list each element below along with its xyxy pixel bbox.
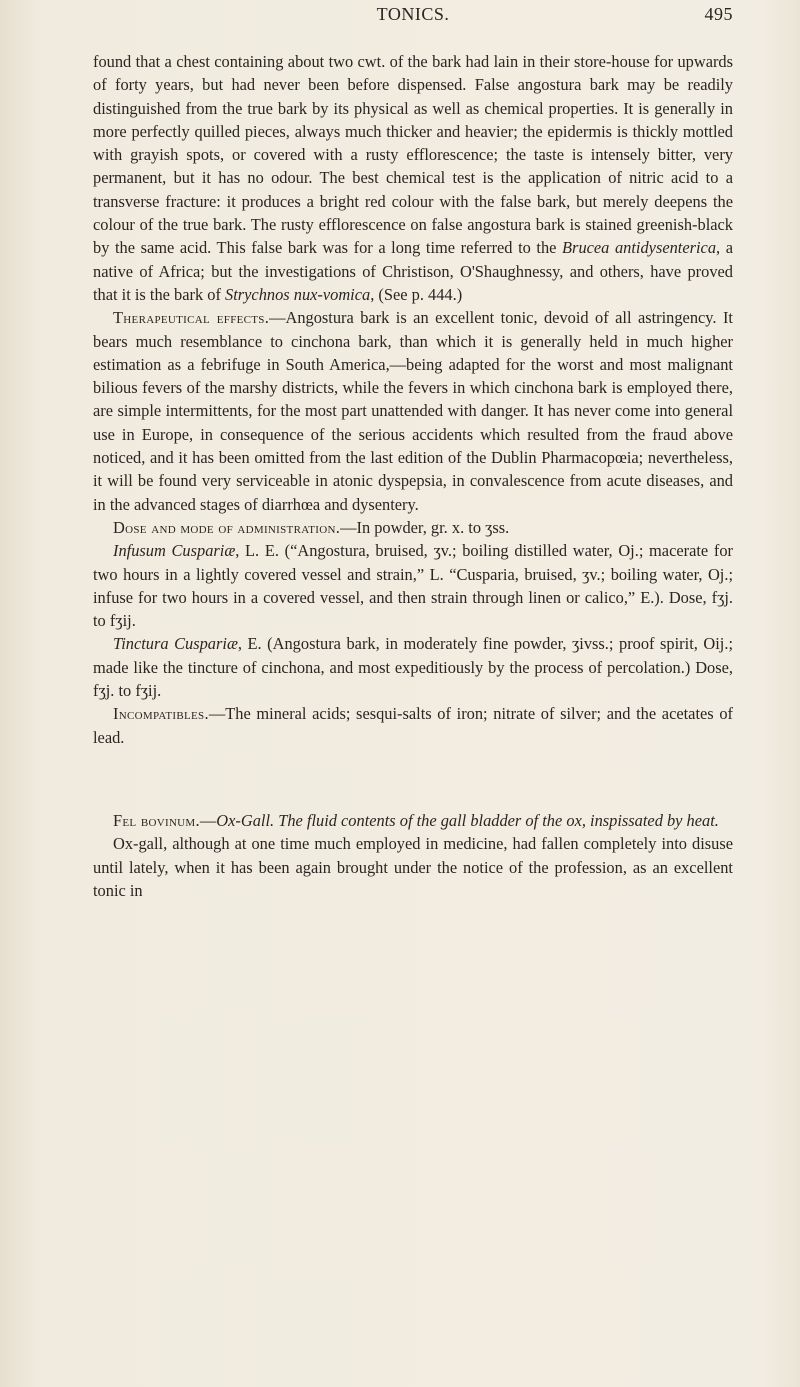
species-name: Strychnos nux-vomica [225,284,371,304]
paragraph-tinctura: Tinctura Cuspariæ, E. (Angostura bark, in moderately fine powder, ʒivss.; proof spirit, Oij.; made like the tincture of cinchona, and most expeditiously by the process of percolation.) Dose, fʒj. to fʒij. [93,634,733,701]
paragraph-infusum: Infusum Cuspariæ, L. E. (“Angostura, bruised, ʒv.; boiling distilled water, Oj.; macerate for two hours in a lightly covered vessel and strain,” L. “Cusparia, bruised, ʒv.; boiling water, Oj.; infuse for two hours in a covered vessel, and then strain through linen or calico,” E.). Dose, fʒj. to fʒij. [93,541,733,631]
preparation-name: Infusum Cuspariæ [113,541,236,561]
section-heading: Dose and mode of administration. [113,517,341,537]
section-heading: Incompatibles. [113,704,209,724]
species-name: Brucea antidysenterica [562,238,717,258]
page-number: 495 [704,4,733,24]
paragraph-false-angostura: found that a chest containing about two cwt. of the bark had lain in their store-house for upwards of forty years, but had never been before dispensed. False angostura bark may be readily distinguished from the true bark by its physical as well as chemical properties. It is generally in more perfectly quilled pieces, always much thicker and heavier; the epidermis is thickly mottled with grayish spots, or covered with a rusty efflorescence; the taste is intensely bitter, very permanent, but it has no odour. The best chemical test is the application of nitric acid to a transverse fracture: it produces a bright red colour with the false bark, but merely deepens the colour of the true bark. The rusty efflorescence on false angostura bark is stained greenish-black by the same acid. This false bark was for a long time referred to the Brucea antidysenterica, a native of Africa; but the investigations of Christison, O'Shaughnessy, and others, have proved that it is the bark of Strychnos nux-vomica, (See p. 444.) [93,52,733,304]
entry-definition: Ox-Gall. The fluid contents of the gall bladder of the ox, inspissated by heat. [216,810,719,830]
section-gap [93,749,733,809]
preparation-name: Tinctura Cuspariæ [113,634,238,654]
paragraph-therapeutical-effects: Therapeutical effects.—Angostura bark is an excellent tonic, devoid of all astringency. It bears much resemblance to cinchona bark, than which it is generally held in much higher estimation as a febrifuge in South America,—being adapted for the worst and most malignant bilious fevers of the marshy districts, while the fevers in which cinchona bark is employed there, are simple intermittents, for the most part unattended with danger. It has never come into general use in Europe, in consequence of the serious accidents which resulted from the fraud above noticed, and it has been omitted from the last edition of the Dublin Pharmacopœia; nevertheless, it will be found very serviceable in atonic dyspepsia, in convalescence from acute diseases, and in the advanced stages of diarrhœa and dysentery. [93,308,733,514]
section-heading: Therapeutical effects. [113,308,270,328]
paragraph-dose: Dose and mode of administration.—In powder, gr. x. to ʒss. [113,517,510,537]
running-header [93,4,733,34]
paragraph-fel-bovinum-heading: Fel bovinum.—Ox-Gall. The fluid contents of the gall bladder of the ox, inspissated by heat. [113,810,719,830]
body-text [93,50,733,902]
running-title: TONICS. [376,4,450,24]
paragraph-incompatibles: Incompatibles.—The mineral acids; sesqui-salts of iron; nitrate of silver; and the acetates of lead. [93,704,733,747]
paragraph-ox-gall: Ox-gall, although at one time much employed in medicine, had fallen completely into disuse until lately, when it has been again brought under the notice of the profession, as an excellent tonic in [93,834,733,900]
entry-heading: Fel bovinum. [113,810,200,830]
